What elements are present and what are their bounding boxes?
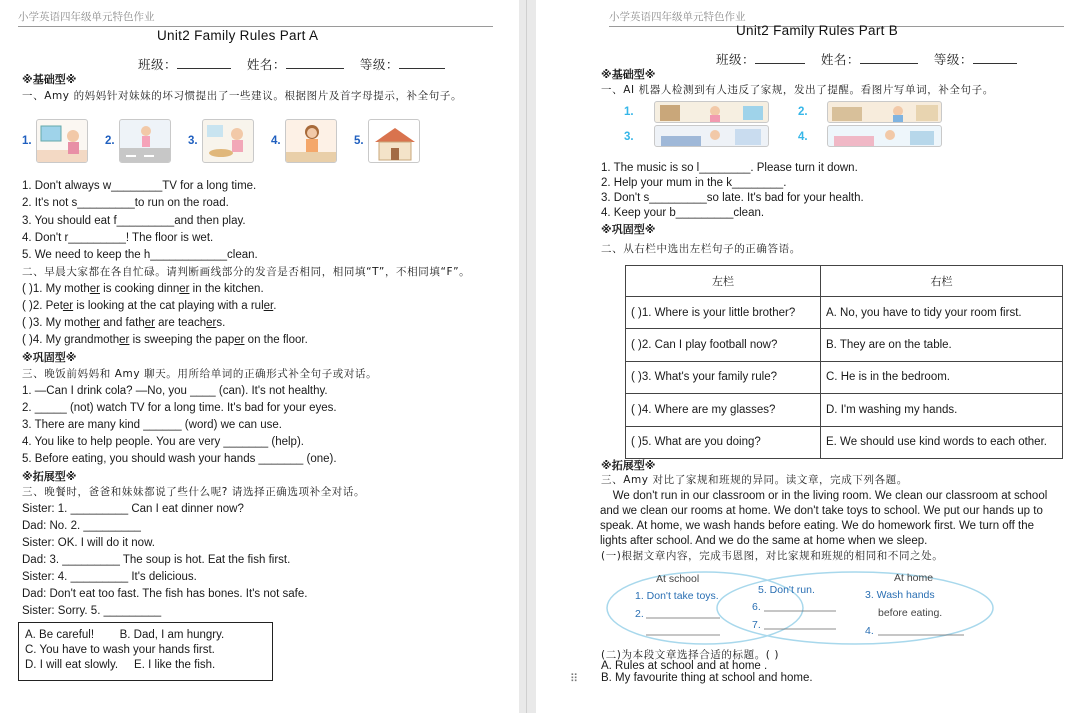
class-field[interactable] — [177, 57, 231, 69]
grade-label: 等级： — [359, 58, 399, 72]
worksheet-page-a — [0, 0, 519, 713]
q2-text: . — [273, 300, 277, 312]
q2-underlined: er — [234, 334, 245, 346]
q3-item: 2. _____ (not) watch TV for a long time. It's bad for your eyes. — [22, 402, 337, 414]
venn-center-item: 7. — [752, 619, 761, 631]
tv-watching-illustration — [37, 120, 88, 163]
q3-item: 5. Before eating, you should wash your hands _______ (one). — [22, 453, 337, 465]
q2-text: on the floor. — [244, 334, 308, 346]
title-option: A. Rules at school and at home . — [601, 660, 768, 672]
q3-instruction: 三、晚饭前妈妈和 Amy 聊天。用所给单词的正确形式补全句子或对话。 — [22, 368, 378, 380]
left-column-header: 左栏 — [626, 266, 821, 297]
q1-item: 5. We need to keep the h____________clean. — [22, 249, 258, 261]
picture-number: 2. — [105, 135, 115, 147]
consolidation-heading: ※巩固型※ — [22, 351, 77, 364]
name-label: 姓名： — [246, 58, 286, 72]
dialogue-line: Dad: Don't eat too fast. The fish has bones. It's not safe. — [22, 588, 308, 600]
q2-underlined: er — [119, 334, 130, 346]
q2-text: is cooking dinn — [99, 283, 180, 295]
eating-food-picture — [202, 119, 254, 163]
basic-heading: ※基础型※ — [601, 68, 656, 81]
q2-text: ( )1. My moth — [22, 283, 90, 295]
q1-instruction: 一、AI 机器人检测到有人违反了家规，发出了提醒。看图片写单词，补全句子。 — [601, 84, 994, 96]
venn-school-item: 1. Don't take toys. — [635, 590, 719, 602]
house-illustration — [369, 120, 420, 163]
running-road-picture — [119, 119, 171, 163]
picture-number: 5. — [354, 135, 364, 147]
right-column-header: 右栏 — [821, 266, 1063, 297]
dialogue-line: Sister: 4. _________ It's delicious. — [22, 571, 197, 583]
page-gutter — [519, 0, 536, 713]
table-row — [626, 329, 1063, 361]
title-option: B. My favourite thing at school and home. — [601, 672, 813, 684]
q2-underlined: er — [89, 283, 100, 295]
house-picture — [368, 119, 420, 163]
header-text: 小学英语四年级单元特色作业 — [609, 11, 746, 23]
class-label: 班级： — [716, 53, 756, 67]
tv-watching-picture — [36, 119, 88, 163]
q2-text: s. — [216, 317, 226, 329]
q2-item — [22, 282, 264, 297]
venn-diagram — [602, 567, 1022, 649]
q2-instruction: 二、早晨大家都在各自忙碌。请判断画线部分的发音是否相同，相同填“T”，不相同填“F”。 — [22, 266, 471, 278]
q2-underlined: er — [179, 283, 190, 295]
venn-home-label: At home — [894, 572, 934, 584]
q4-instruction: 三、晚餐时，爸爸和妹妹都说了些什么呢? 请选择正确选项补全对话。 — [22, 486, 366, 498]
passage-line: speak. At home, we wash hands before eating. We do homework first. We turn off the — [600, 520, 1035, 532]
bedroom-picture — [827, 125, 942, 147]
q2-text: ( )2. Pet — [22, 300, 63, 312]
right-cell: D. I'm washing my hands. — [821, 394, 1063, 426]
venn-home-item-continued: before eating. — [878, 607, 943, 619]
q3-instruction: 三、Amy 对比了家规和班规的异同。读文章，完成下列各题。 — [601, 474, 908, 486]
dialogue-line: Sister: Sorry. 5. _________ — [22, 605, 162, 617]
class-label: 班级： — [138, 58, 178, 72]
venn-home-item: 4. — [865, 625, 874, 637]
wet-floor-picture — [285, 119, 337, 163]
right-cell: B. They are on the table. — [821, 329, 1063, 361]
dialogue-line: Dad: No. 2. _________ — [22, 520, 141, 532]
q1-item: 3. Don't s_________so late. It's bad for your health. — [601, 192, 864, 204]
table-row — [626, 361, 1063, 393]
venn-instruction: (一)根据文章内容，完成韦恩图，对比家规和班规的相同和不同之处。 — [601, 550, 944, 562]
right-cell: A. No, you have to tidy your room first. — [821, 297, 1063, 329]
q2-text: ( )4. My grandmoth — [22, 334, 120, 346]
q3-item: 3. There are many kind ______ (word) we can use. — [22, 419, 282, 431]
q1-item: 2. Help your mum in the k________. — [601, 177, 787, 189]
left-cell: ( )3. What's your family rule? — [626, 361, 821, 393]
option-line: D. I will eat slowly. E. I like the fish. — [25, 659, 216, 671]
q2-text: is looking at the cat playing with a rul — [73, 300, 264, 312]
q2-item — [22, 316, 225, 331]
name-field[interactable] — [860, 52, 918, 64]
q2-text: ( )3. My moth — [22, 317, 90, 329]
header-text: 小学英语四年级单元特色作业 — [18, 11, 155, 23]
dialogue-line: Sister: 1. _________ Can I eat dinner now? — [22, 503, 244, 515]
table-header-row — [626, 266, 1063, 297]
q2-underlined: er — [62, 300, 74, 312]
running-road-illustration — [120, 120, 171, 163]
name-field[interactable] — [286, 57, 344, 69]
extension-heading: ※拓展型※ — [601, 459, 656, 472]
passage-line: We don't run in our classroom or in the living room. We clean our classroom at school — [600, 490, 1048, 502]
passage-line: lights after school. And we do the same at home when we sleep. — [600, 535, 928, 547]
picture-number: 4. — [271, 135, 281, 147]
option-line: A. Be careful! B. Dad, I am hungry. — [25, 629, 225, 641]
q1-item: 2. It's not s_________to run on the road. — [22, 197, 229, 209]
left-cell: ( )4. Where are my glasses? — [626, 394, 821, 426]
venn-home-item: 3. Wash hands — [865, 589, 935, 601]
option-line: C. You have to wash your hands first. — [25, 644, 215, 656]
extension-heading: ※拓展型※ — [22, 470, 77, 483]
q1-item: 3. You should eat f_________and then play. — [22, 215, 246, 227]
table-row — [626, 426, 1063, 458]
venn-center-item: 6. — [752, 601, 761, 613]
matching-table — [625, 265, 1063, 459]
student-info-line — [716, 50, 1017, 68]
picture-number: 1. — [22, 135, 32, 147]
worksheet-page-b — [536, 0, 1080, 713]
q2-item — [22, 299, 276, 314]
venn-school-label: At school — [656, 573, 700, 585]
left-cell: ( )1. Where is your little brother? — [626, 297, 821, 329]
table-row — [626, 394, 1063, 426]
picture-number: 3. — [188, 135, 198, 147]
dialogue-line: Sister: OK. I will do it now. — [22, 537, 155, 549]
kitchen-illustration — [828, 102, 942, 123]
basic-heading: ※基础型※ — [22, 73, 77, 86]
kitchen-picture — [827, 101, 942, 123]
q2-underlined: er — [89, 317, 100, 329]
grade-label: 等级： — [933, 53, 973, 67]
consolidation-heading: ※巩固型※ — [601, 223, 656, 236]
grade-field[interactable] — [973, 52, 1017, 64]
picture-number: 1. — [624, 106, 634, 118]
dialogue-line: Dad: 3. _________ The soup is hot. Eat the fish first. — [22, 554, 291, 566]
q2-underlined: er — [144, 317, 155, 329]
picture-number: 3. — [624, 131, 634, 143]
q3-item: 1. —Can I drink cola? —No, you ____ (can). It's not healthy. — [22, 385, 328, 397]
passage-line: and we clean our rooms at home. We don't take toys to school. We put our hands up to — [600, 505, 1043, 517]
right-cell: C. He is in the bedroom. — [821, 361, 1063, 393]
q1-item: 4. Keep your b_________clean. — [601, 207, 765, 219]
q2-underlined: er — [206, 317, 217, 329]
page-title: Unit2 Family Rules Part B — [736, 23, 899, 38]
q2-item — [22, 333, 308, 348]
table-row — [626, 297, 1063, 329]
wet-floor-illustration — [286, 120, 337, 163]
drag-handle-icon[interactable]: ⠿ — [570, 673, 579, 685]
options-box — [18, 622, 273, 681]
q2-text: are teach — [154, 317, 207, 329]
name-label: 姓名： — [820, 53, 860, 67]
reading-passage — [600, 489, 1076, 549]
q2-text: in the kitchen. — [189, 283, 264, 295]
loud-music-illustration — [655, 102, 769, 123]
eating-food-illustration — [203, 120, 254, 163]
q1-instruction: 一、Amy 的妈妈针对妹妹的坏习惯提出了一些建议。根据图片及首字母提示，补全句子。 — [22, 90, 463, 102]
page-header — [18, 9, 493, 27]
sleep-late-illustration — [655, 126, 769, 147]
q2-instruction: 二、从右栏中选出左栏句子的正确答语。 — [601, 243, 801, 255]
picture-number: 2. — [798, 106, 808, 118]
q1-item: 4. Don't r_________! The floor is wet. — [22, 232, 214, 244]
q3-item: 4. You like to help people. You are very _______ (help). — [22, 436, 304, 448]
venn-school-item: 2. — [635, 608, 644, 620]
loud-music-picture — [654, 101, 769, 123]
class-field[interactable] — [755, 52, 805, 64]
q2-text: and fath — [99, 317, 145, 329]
bedroom-illustration — [828, 126, 942, 147]
picture-number: 4. — [798, 131, 808, 143]
sleep-late-picture — [654, 125, 769, 147]
page-title: Unit2 Family Rules Part A — [157, 28, 319, 43]
q2-text: is sweeping the pap — [129, 334, 235, 346]
q1-item: 1. Don't always w________TV for a long time. — [22, 180, 257, 192]
gutter-edge — [526, 0, 527, 713]
q3b-instruction: (二)为本段文章选择合适的标题。( ) — [601, 649, 780, 661]
student-info-line — [138, 55, 445, 73]
left-cell: ( )2. Can I play football now? — [626, 329, 821, 361]
venn-center-item: 5. Don't run. — [758, 584, 815, 596]
grade-field[interactable] — [399, 57, 445, 69]
q2-underlined: er — [263, 300, 274, 312]
left-cell: ( )5. What are you doing? — [626, 426, 821, 458]
q1-item: 1. The music is so l________. Please turn it down. — [601, 162, 858, 174]
right-cell: E. We should use kind words to each other. — [821, 426, 1063, 458]
